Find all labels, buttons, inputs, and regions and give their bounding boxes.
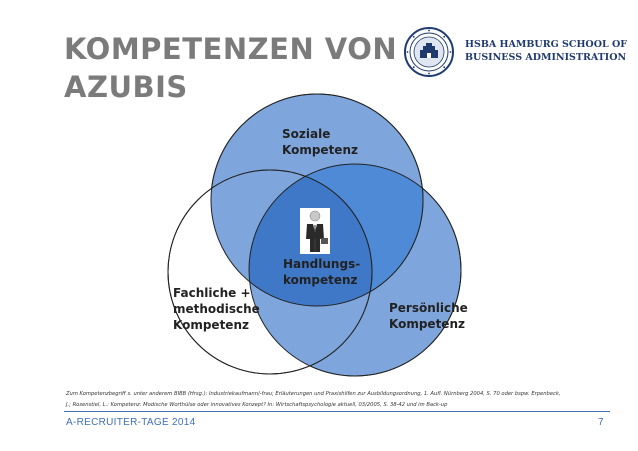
logo-line-2: BUSINESS ADMINISTRATION	[465, 52, 627, 63]
fachliche-line-3: Kompetenz	[173, 318, 249, 332]
title-line-1: KOMPETENZEN VON	[64, 32, 398, 66]
footnote-line-1: Zum Kompetenzbegriff s. unter anderem BIBB (Hrsg.): Industriekaufmann/-frau; Erläuterungen und Praxishilfen zur Ausbildungsordnung, 1. Aufl. Nürnberg 2004, S. 70 oder bspw. Erpenbeck,	[66, 391, 561, 397]
persoenliche-line-2: Kompetenz	[389, 317, 465, 331]
footer-event-name: A-RECRUITER-TAGE 2014	[66, 417, 196, 428]
soziale-line-1: Soziale	[282, 127, 331, 141]
soziale-line-2: Kompetenz	[282, 143, 358, 157]
label-fachliche-kompetenz	[173, 285, 260, 333]
page-number: 7	[598, 417, 604, 428]
handlungs-line-1: Handlungs-	[283, 257, 361, 271]
title-line-2: AZUBIS	[64, 70, 188, 104]
footnote	[66, 389, 606, 411]
label-soziale-kompetenz	[282, 126, 358, 158]
fachliche-line-2: methodische	[173, 302, 260, 316]
fachliche-line-1: Fachliche +	[173, 286, 251, 300]
handlungs-line-2: kompetenz	[283, 273, 358, 287]
footer-divider	[64, 411, 610, 412]
label-persoenliche-kompetenz	[389, 300, 468, 332]
persoenliche-line-1: Persönliche	[389, 301, 468, 315]
label-handlungskompetenz	[283, 256, 360, 288]
footnote-line-2: J.; Rosenstiel, L.: Kompetenz: Modische Worthülse oder innovatives Konzept? In: Wirtschaftspsychologie aktuell, 03/2005, S. 38-42 und im Back-up	[66, 402, 448, 408]
businessman-icon	[300, 208, 330, 254]
logo-line-1: HSBA HAMBURG SCHOOL OF	[465, 39, 627, 50]
